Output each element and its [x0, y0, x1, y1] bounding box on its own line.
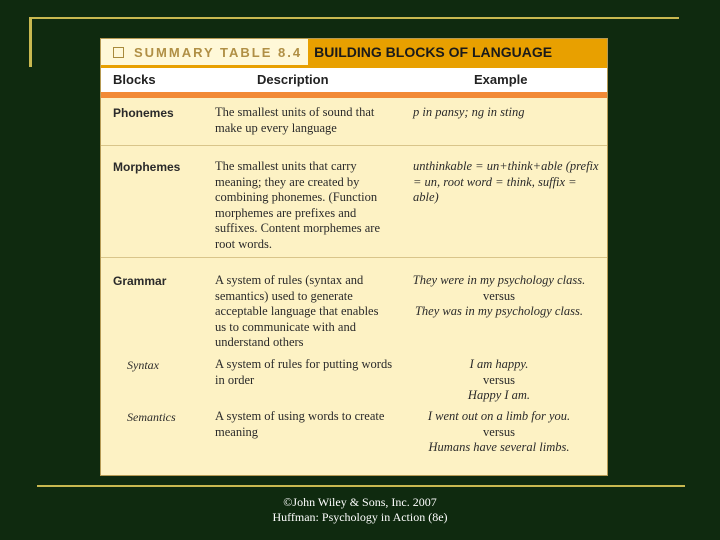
table-title: BUILDING BLOCKS OF LANGUAGE [308, 39, 607, 65]
corner-decoration-vertical [29, 17, 32, 67]
example-line: They were in my psychology class. [412, 273, 586, 287]
header-example: Example [474, 72, 528, 87]
example-versus: versus [483, 372, 515, 387]
row-description-syntax: A system of rules for putting words in order [215, 357, 393, 387]
row-example-phonemes: p in pansy; ng in sting [413, 105, 525, 119]
example-line: I am happy. [469, 357, 529, 371]
footer-copyright: ©John Wiley & Sons, Inc. 2007 [283, 495, 437, 509]
table-number: SUMMARY TABLE 8.4 [134, 44, 303, 60]
row-divider [101, 145, 607, 146]
checkbox-square-icon [113, 47, 124, 58]
row-example-morphemes: unthinkable = un+think+able (prefix = un, root word = think, suffix = able) [413, 159, 599, 204]
example-line: They was in my psychology class. [414, 304, 584, 318]
footer-book-title: Huffman: Psychology in Action (8e) [272, 510, 448, 524]
row-example-semantics [401, 409, 597, 456]
example-line: Happy I am. [467, 388, 531, 402]
corner-decoration-horizontal [29, 17, 679, 19]
summary-table [100, 38, 608, 476]
example-line: I went out on a limb for you. [427, 409, 571, 423]
header-accent-band [101, 92, 607, 98]
table-header-row [101, 65, 607, 92]
row-example-syntax [401, 357, 597, 404]
row-block-morphemes: Morphemes [113, 160, 181, 174]
row-block-grammar: Grammar [113, 274, 167, 288]
footer-divider [37, 485, 685, 487]
row-example-grammar [401, 273, 597, 320]
row-description-phonemes: The smallest units of sound that make up every language [215, 105, 375, 135]
header-blocks: Blocks [113, 72, 156, 87]
row-block-semantics: Semantics [127, 410, 176, 424]
row-description-semantics: A system of using words to create meaning [215, 409, 385, 439]
example-line: Humans have several limbs. [428, 440, 570, 454]
table-title-bar [101, 39, 607, 65]
row-description-grammar: A system of rules (syntax and semantics) used to generate acceptable language that enables us to communicate with and understand others [215, 273, 379, 349]
example-versus: versus [483, 424, 515, 439]
row-block-phonemes: Phonemes [113, 106, 174, 120]
header-description: Description [257, 72, 329, 87]
row-description-morphemes: The smallest units that carry meaning; they are created by combining phonemes. (Function morphemes are prefixes and suffixes. Content morphemes are root words. [215, 159, 381, 251]
row-block-syntax: Syntax [127, 358, 159, 372]
footer-credits [0, 495, 720, 525]
example-versus: versus [483, 288, 515, 303]
row-divider [101, 257, 607, 258]
